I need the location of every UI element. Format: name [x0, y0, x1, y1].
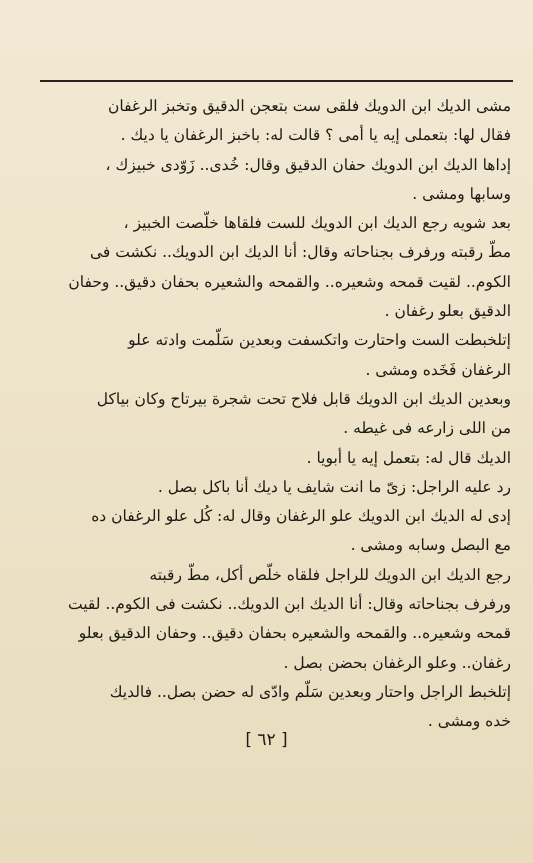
text-line-15: إدى له الديك ابن الدويك علو الرغفان وقال له: كُل علو الرغفان ده: [91, 507, 511, 526]
header-rule: [40, 80, 513, 82]
text-line-3: إداها الديك ابن الدويك حفان الدقيق وقال: خُدى.. زَوّدى خبيزك ،: [105, 155, 511, 174]
text-line-9: إتلخبطت الست واحتارت واتكسفت وبعدين سَلّمت وادته علو: [128, 331, 511, 350]
text-line-19: قمحه وشعيره.. والقمحه والشعيره بحفان دقيق.. وحفان الدقيق بعلو: [78, 624, 511, 643]
text-line-6: مطّ رقبته ورفرف بجناحاته وقال: أنا الديك ابن الدويك.. نكشت فى: [89, 243, 511, 262]
text-line-16: مع البصل وسابه ومشى .: [350, 536, 511, 555]
text-line-21: إتلخبط الراجل واحتار وبعدين سَلّم وادّى له حضن بصل.. فالديك: [109, 682, 511, 701]
text-line-11: وبعدين الديك ابن الدويك قابل فلاح تحت شجرة بيرتاح وكان بياكل: [96, 389, 511, 408]
story-text: [26, 92, 511, 737]
text-line-1: مشى الديك ابن الدويك فلقى ست بتعجن الدقيق وتخبز الرغفان: [107, 97, 511, 115]
text-line-14: رد عليه الراجل: زىّ ما انت شايف يا ديك أنا باكل بصل .: [157, 477, 511, 496]
text-line-7: الكوم.. لقيت قمحه وشعيره.. والقمحه والشعيره بحفان دقيق.. وحفان: [68, 272, 511, 291]
text-line-8: الدقيق بعلو رغفان .: [384, 302, 511, 321]
text-line-13: الديك قال له: بتعمل إيه يا أبويا .: [306, 448, 511, 467]
text-line-10: الرغفان فَخَده ومشى .: [365, 360, 511, 379]
text-line-2: فقال لها: بتعملى إيه يا أمى ؟ قالت له: باخبز الرغفان يا ديك .: [120, 126, 511, 145]
text-line-18: ورفرف بجناحاته وقال: أنا الديك ابن الدويك.. نكشت فى الكوم.. لقيت: [68, 595, 511, 614]
text-line-12: من اللى زارعه فى غيطه .: [343, 419, 511, 438]
text-line-20: رغفان.. وعلو الرغفان بحضن بصل .: [283, 653, 511, 672]
text-line-22: خده ومشى .: [427, 712, 511, 731]
text-line-4: وسابها ومشى .: [412, 184, 511, 203]
text-line-17: رجع الديك ابن الدويك للراجل فلقاه خلّص أكل، مطّ رقبته: [149, 565, 511, 584]
page-number: [ ٦٢ ]: [245, 730, 288, 750]
text-line-5: بعد شويه رجع الديك ابن الدويك للست فلقاها خلّصت الخبيز ،: [123, 214, 511, 233]
